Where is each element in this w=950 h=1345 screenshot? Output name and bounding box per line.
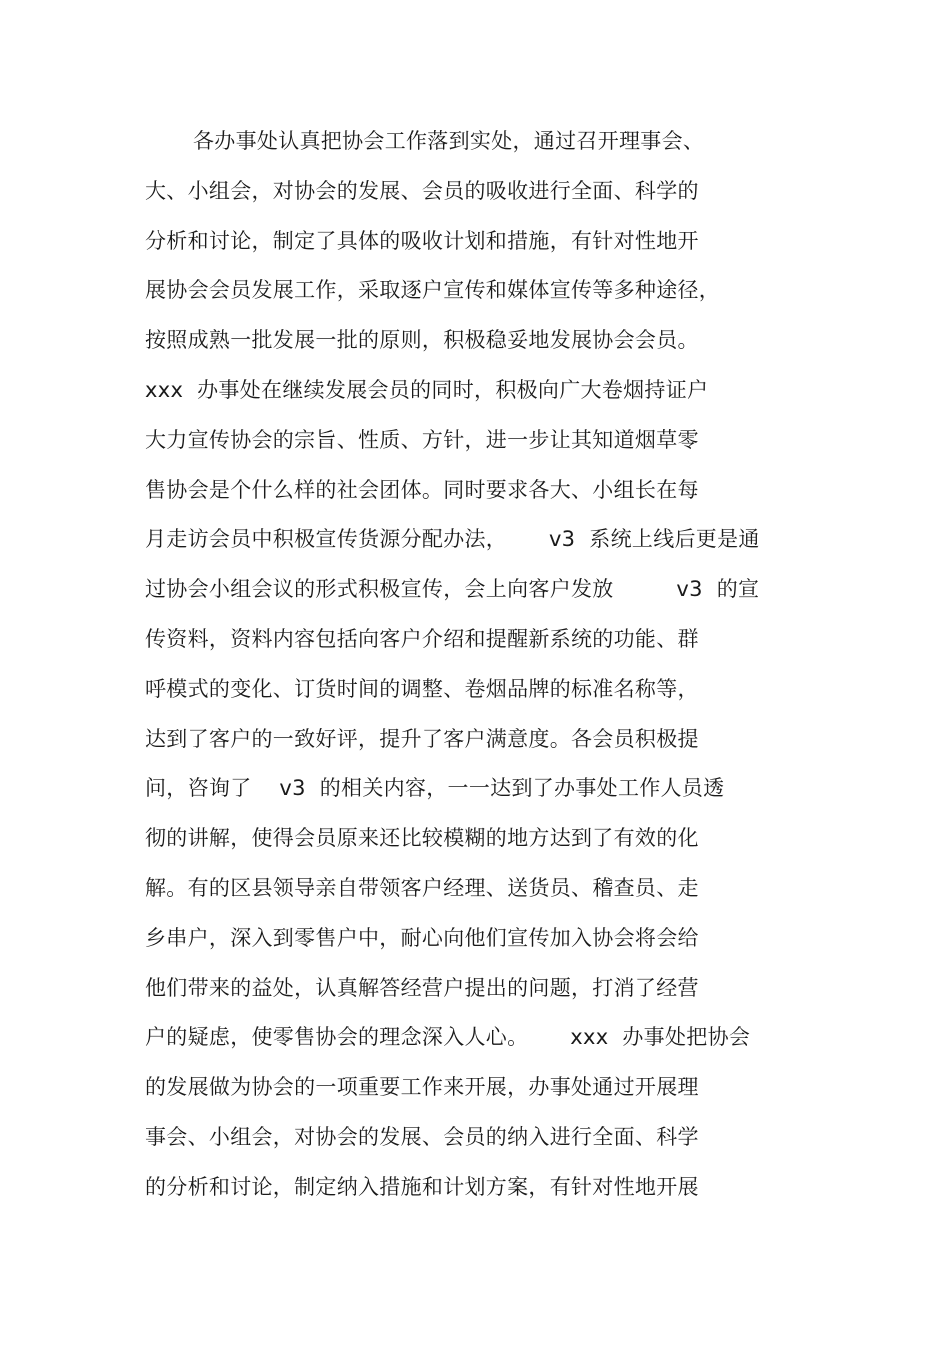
text-line: 解。有的区县领导亲自带领客户经理、送货员、稽查员、走 [145, 875, 699, 900]
body-text [145, 121, 825, 1217]
text-line: 大、小组会，对协会的发展、会员的吸收进行全面、科学的 [145, 178, 699, 203]
text-line: 事会、小组会，对协会的发展、会员的纳入进行全面、科学 [145, 1124, 699, 1149]
text-line: 各办事处认真把协会工作落到实处，通过召开理事会、 [193, 129, 705, 153]
text-line: 月走访会员中积极宣传货源分配办法， v3 系统上线后更是通 [145, 527, 760, 552]
text-line: 分析和讨论，制定了具体的吸收计划和措施，有针对性地开 [145, 228, 699, 253]
text-line: 的发展做为协会的一项重要工作来开展，办事处通过开展理 [145, 1075, 699, 1100]
text-line: 展协会会员发展工作，采取逐户宣传和媒体宣传等多种途径， [145, 278, 721, 303]
text-line: 达到了客户的一致好评，提升了客户满意度。各会员积极提 [145, 726, 699, 751]
text-line: 户的疑虑，使零售协会的理念深入人心。 xxx 办事处把协会 [145, 1025, 751, 1050]
text-line: 彻的讲解，使得会员原来还比较模糊的地方达到了有效的化 [145, 826, 699, 851]
text-line: 传资料，资料内容包括向客户介绍和提醒新系统的功能、群 [145, 626, 699, 651]
text-line: 过协会小组会议的形式积极宣传，会上向客户发放 v3 的宣 [145, 577, 760, 602]
text-line: 他们带来的益处，认真解答经营户提出的问题，打消了经营 [145, 975, 699, 1000]
text-line: 按照成熟一批发展一批的原则，积极稳妥地发展协会会员。 [145, 328, 699, 353]
text-line: 大力宣传协会的宗旨、性质、方针，进一步让其知道烟草零 [145, 427, 699, 452]
text-line: 的分析和讨论，制定纳入措施和计划方案，有针对性地开展 [145, 1174, 699, 1199]
text-line: 呼模式的变化、订货时间的调整、卷烟品牌的标准名称等， [145, 676, 699, 701]
text-line: 乡串户，深入到零售户中，耐心向他们宣传加入协会将会给 [145, 925, 699, 950]
text-line: 问，咨询了 v3 的相关内容，一一达到了办事处工作人员透 [145, 776, 725, 801]
text-line: xxx 办事处在继续发展会员的同时，积极向广大卷烟持证户 [145, 377, 709, 402]
text-line: 售协会是个什么样的社会团体。同时要求各大、小组长在每 [145, 477, 699, 502]
